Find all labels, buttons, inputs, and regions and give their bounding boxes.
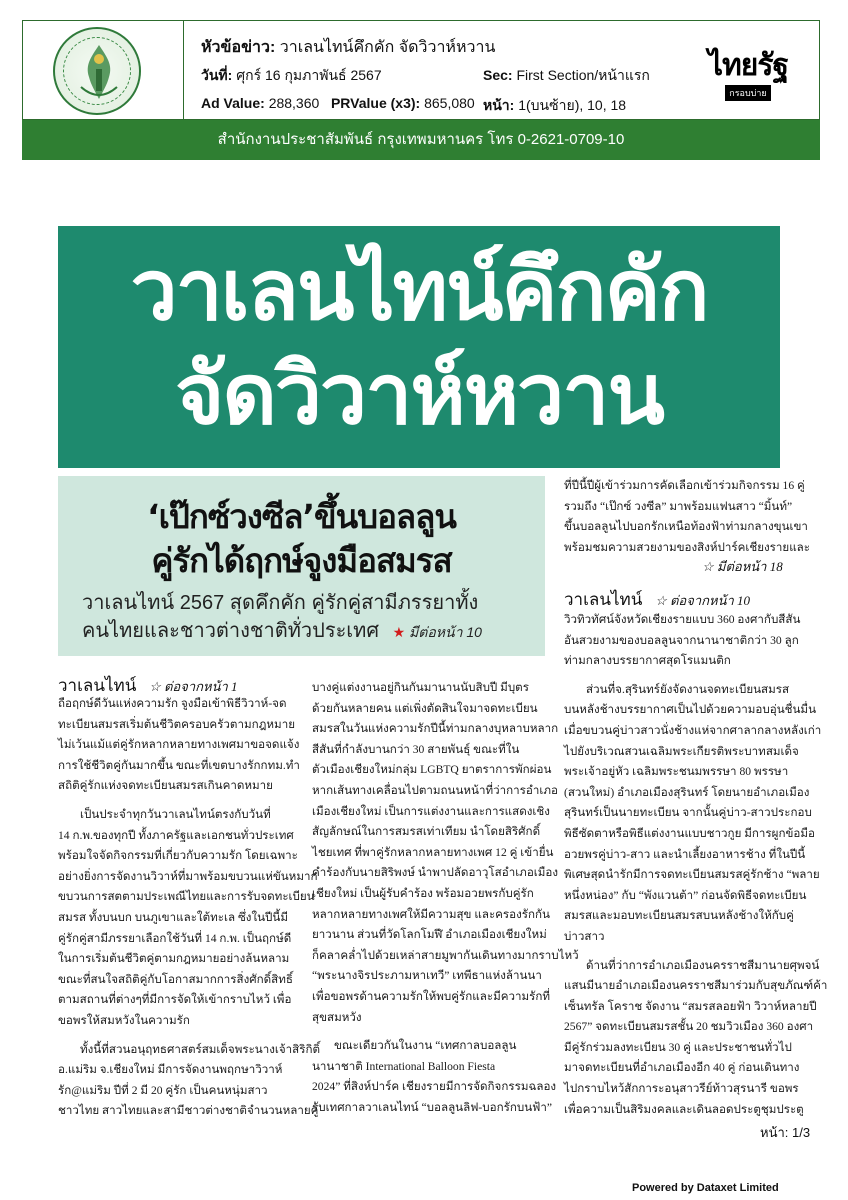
section-meta: Sec: First Section/หน้าแรก — [483, 67, 650, 83]
section-title-col3: วาเลนไทน์ ☆ ต่อจากหน้า 10 — [564, 590, 751, 609]
text-line: ทะเบียนสมรสเริ่มต้นชีวิตครอบครัวตามกฎหมาย — [58, 717, 295, 731]
text-line — [564, 948, 809, 956]
thairath-logo: ไทยรัฐ กรอบบ่าย — [693, 51, 803, 101]
section-title-col1: วาเลนไทน์ ☆ ต่อจากหน้า 1 — [58, 676, 238, 695]
text-line — [312, 1028, 557, 1036]
text-line: ขณะเดียวกันในงาน “เทศกาลบอลลูน — [334, 1039, 517, 1053]
text-line: ด้วยกันหลายคน แต่เพิ่งตัดสินใจมาจดทะเบียน — [312, 701, 538, 715]
text-line: ไม่เว้นแม้แต่คู่รักหลากหลายทางเพศมาขอจดแจ้ง — [58, 738, 300, 752]
headline-meta: หัวข้อข่าว: วาเลนไทน์คึกคัก จัดวิวาห์หวาน — [201, 39, 496, 56]
text-line: มีคู่รักร่วมลงทะเบียน 30 คู่ และประชาชนทั่วไป — [564, 1040, 792, 1054]
text-line: พิเศษสุดนำรักมีการจดทะเบียนสมรสคู่รักช้าง “พลาย — [564, 868, 820, 882]
value-meta: Ad Value: 288,360 PRValue (x3): 865,080 — [201, 95, 475, 111]
text-line: ถือฤกษ์ดีวันแห่งความรัก จูงมือเข้าพิธีวิวาห์-จด — [58, 697, 287, 710]
text-line: รวมถึง “เป๊กซ์ วงซีล” มาพร้อมแฟนสาว “มิ้นท์” — [564, 499, 793, 513]
text-line: ไปกราบไหว้สักการะอนุสาวรีย์ท้าวสุรนารี ขอพร — [564, 1082, 799, 1096]
powered-by: Powered by Dataxet Limited — [632, 1182, 779, 1194]
text-line: ขบวนการสตตามประเพณีไทยและการรับจดทะเบียน — [58, 890, 315, 904]
deck-line-2: คนไทยและชาวต่างชาติทั่วประเทศ ★ มีต่อหน้า 10 — [82, 620, 482, 642]
text-line: 14 ก.พ.ของทุกปี ทั้งภาครัฐและเอกชนทั่วประเทศ — [58, 828, 294, 842]
star-icon: ★ — [392, 624, 406, 640]
main-headline — [58, 226, 780, 468]
text-line: (สวนใหม่) อำเภอเมืองสุรินทร์ โดยนายอำเภอเมือง — [564, 785, 810, 799]
text-line: ยาวนาน ส่วนที่วัดโลกโมฬี อำเภอเมืองเชียงใหม่ — [312, 928, 547, 942]
text-line: คู่รักคู่สามีภรรยาเลือกใช้วันที่ 14 ก.พ. เป็นฤกษ์ดี — [58, 931, 292, 945]
clipping-header — [22, 20, 820, 120]
seal-emblem-icon — [55, 29, 143, 117]
text-line — [58, 797, 305, 805]
text-line: เป็นประจำทุกวันวาเลนไทน์ตรงกับวันที่ — [80, 807, 271, 821]
text-line: สุขสมหวัง — [312, 1010, 362, 1024]
text-line: ขณะที่สนใจสถิติคู่กับโอกาสมากการสิ่งศักดิ์สิทธิ์ — [58, 972, 293, 986]
subheadline-line-2: คู่รักได้ฤกษ์จูงมือสมรส — [151, 541, 452, 580]
text-line: เมื่อขบวนคู่บ่าวสาวนั่งช้างแห่จากศาลากลางหลังเก่า — [564, 723, 822, 737]
text-line: พร้อมชมความสวยงามของสิงห์ปาร์คเชียงรายและ — [564, 540, 810, 554]
text-line — [58, 1032, 305, 1040]
text-line — [564, 672, 809, 680]
text-line: ตามสถานที่ต่างๆที่มีการจัดให้เข้ากราบไหว้ เพื่อ — [58, 993, 292, 1007]
text-line: ที่ปีนี้ปีผู้เข้าร่วมการคัดเลือกเข้าร่วมกิจกรรม 16 คู่ — [564, 479, 805, 492]
text-line: อันสวยงามของบอลลูนจากนานาชาติกว่า 30 ลูก — [564, 633, 799, 647]
page-number: หน้า: 1/3 — [760, 1125, 811, 1140]
text-line: มาจดทะเบียนที่อำเภอเมืองอีก 40 คู่ ก่อนเดินทาง — [564, 1061, 800, 1075]
headline-line-2: จัดวิวาห์หวาน — [175, 345, 663, 443]
headline-line-1: วาเลนไทน์คึกคัก — [130, 241, 708, 339]
text-line: สีสันที่กำลังบานกว่า 30 สายพันธุ์ ขณะที่ใน — [312, 742, 520, 756]
text-line: ชาวไทย สาวไทยและสามีชาวต่างชาติจำนวนหลายคู่ — [58, 1104, 319, 1118]
column-2 — [312, 678, 579, 1114]
text-line: พิธีซัดตาหรือพิธีแต่งงานแบบชาวกูย มีการผูกข้อมือ — [564, 826, 815, 840]
text-line: บนหลังช้างบรรยากาศเป็นไปด้วยความอบอุ่นชื่นมื่น — [564, 703, 816, 717]
column-1 — [58, 694, 321, 1118]
text-line: ทั้งนี้ที่สวนอนุฤทธศาสตร์สมเด็จพระนางเจ้าสิริกิติ์ — [80, 1042, 321, 1056]
text-line: เมืองเชียงใหม่ เป็นการแต่งงานและการแสดงเชิง — [312, 804, 550, 818]
text-line: ไชยเทศ ที่พาคู่รักหลากหลายทางเพศ 12 คู่ เข้ายื่น — [312, 845, 554, 859]
text-line: หนึ่งหน่อง” กับ “พังแวนต้า” ก่อนจัดพิธีจดทะเบียน — [564, 888, 807, 902]
text-line: ขึ้นบอลลูนไปบอกรักเหนือท้องฟ้าท่ามกลางขุนเขา — [564, 520, 808, 534]
text-line: เซ็นทรัล โคราช จัดงาน “สมรสลอยฟ้า วิวาห์หลายปี — [564, 999, 817, 1013]
date-meta: วันที่: ศุกร์ 16 กุมภาพันธ์ 2567 — [201, 67, 382, 83]
text-line: ด้านที่ว่าการอำเภอเมืองนครราชสีมานายศุพจน์ — [586, 958, 820, 972]
text-line: ก็คลาคล่ำไปด้วยเหล่าสายมูพากันเดินทางมากราบไหว้ — [312, 948, 579, 962]
text-line: 2024” ที่สิงห์ปาร์ค เชียงรายมีการจัดกิจกรรมฉลอง — [312, 1080, 557, 1094]
subheadline-box — [58, 476, 545, 656]
text-line: การใช้ชีวิตคู่กันมากขึ้น ขณะที่เขตบางรักกทม.ทำ — [58, 758, 300, 772]
text-line: หลากหลายทางเพศให้มีความสุข และครองรักกัน — [312, 907, 550, 921]
text-line: สัญลักษณ์ในการสมรสเท่าเทียม นำโดยสิริศักดิ์ — [312, 825, 541, 839]
text-line: ตัวเมืองเชียงใหม่กลุ่ม LGBTQ ยาตราการพักผ่อน — [312, 763, 552, 777]
text-line: หากเส้นทางเคลื่อนไปตามถนนหน้าที่ว่าการอำเภอ — [312, 783, 558, 797]
text-line: เชียงใหม่ เป็นผู้รับคำร้อง พร้อมอวยพรกับคู่รัก — [312, 886, 534, 900]
bma-seal-logo — [53, 27, 141, 115]
text-line: 2567” จดทะเบียนสมรสชั้น 20 ชมวิวเมือง 360 องศา — [564, 1020, 814, 1034]
contact-banner: สำนักงานประชาสัมพันธ์ กรุงเทพมหานคร โทร 0-2621-0709-10 — [22, 120, 820, 160]
text-line: เพื่อขอพรด้านความรักให้พบคู่รักและมีความรักที่ — [312, 989, 551, 1003]
text-line: สุรินทร์เป็นนายทะเบียน จากนั้นคู่บ่าว-สาวประกอบ — [564, 806, 812, 820]
text-line: สมรส ทั้งบนบก บนภูเขาและใต้ทะเล ซึ่งในปีนี้มี — [58, 910, 288, 924]
text-line: วิวทิวทัศน์จังหวัดเชียงรายแบบ 360 องศากับสีสัน — [564, 613, 801, 626]
page-meta: หน้า: 1(บนซ้าย), 10, 18 — [483, 97, 627, 113]
text-line: บ่าวสาว — [564, 929, 605, 943]
text-line: พระเจ้าอยู่หัว เฉลิมพระชนมพรรษา 80 พรรษา — [564, 765, 789, 779]
text-line: ขอพรให้สมหวังในความรัก — [58, 1013, 190, 1027]
text-line: สมรสในวันแห่งความรักปีนี้ท่ามกลางบุหลาบหลาก — [312, 722, 559, 736]
text-line: สถิติคู่รักแห่งจดทะเบียนสมรสเกินคาดหมาย — [58, 779, 273, 793]
text-line: ไปยังบริเวณสวนเฉลิมพระเกียรติพระบาทสมเด็จ — [564, 744, 799, 758]
column-3 — [564, 610, 828, 1116]
text-line: อย่างยิ่งการจัดงานวิวาห์ที่มาพร้อมขบวนแห่ขันหมาก — [58, 869, 318, 883]
text-line: อ.แม่ริม จ.เชียงใหม่ มีการจัดงานพฤกษาวิวาห์ — [58, 1063, 283, 1077]
text-line: เพื่อความเป็นสิริมงคลและเดินลอดประตูชุมประตู — [564, 1102, 804, 1116]
text-line: สมรสและมอบทะเบียนสมรสบนหลังช้างให้กับคู่ — [564, 909, 794, 923]
text-line: พร้อมใจจัดกิจกรรมที่เกี่ยวกับความรัก โดยเฉพาะ — [58, 849, 298, 863]
subheadline-line-1: ‘เป๊กซ์วงซีล’ขึ้นบอลลูน — [147, 497, 456, 536]
text-line: อวยพรคู่บ่าว-สาว และนำเลี้ยงอาหารช้าง ที่ในปีนี้ — [564, 847, 806, 861]
text-line: นานาชาติ International Balloon Fiesta — [312, 1059, 496, 1073]
text-line: ในการเริ่มต้นชีวิตคู่ตามกฎหมายอย่างล้นหลาม — [58, 952, 290, 966]
text-line: “พระนางจิรประภามหาเทวี” เทพีธาแห่งล้านนา — [312, 969, 542, 983]
text-line: รัก@แม่ริม ปีที่ 2 มี 20 คู่รัก เป็นคนหนุ่มสาว — [58, 1083, 268, 1097]
deck-line-1: วาเลนไทน์ 2567 สุดคึกคัก คู่รักคู่สามีภรรยาทั้ง — [82, 592, 479, 614]
text-line: ส่วนที่จ.สุรินทร์ยังจัดงานจดทะเบียนสมรส — [586, 682, 790, 696]
text-line: แสนมีนายอำเภอเมืองนครราชสีมาร่วมกับสุขภัณฑ์ค้า — [564, 979, 828, 993]
text-line: บางคู่แต่งงานอยู่กินกันมานานนับสิบปี มีบุตร — [312, 681, 529, 694]
text-line: คำร้องกับนายสิริพงษ์ นำพาปลัดอาวุโสอำเภอเมือง — [312, 866, 559, 880]
text-line: รับเทศกาลวาเลนไทน์ “บอลลูนลิฟ-บอกรักบนฟ้า” — [312, 1100, 553, 1114]
text-line: ท่ามกลางบรรยากาศสุดโรแมนติก — [564, 654, 731, 668]
continued-note: ☆ มีต่อหน้า 18 — [702, 559, 783, 574]
